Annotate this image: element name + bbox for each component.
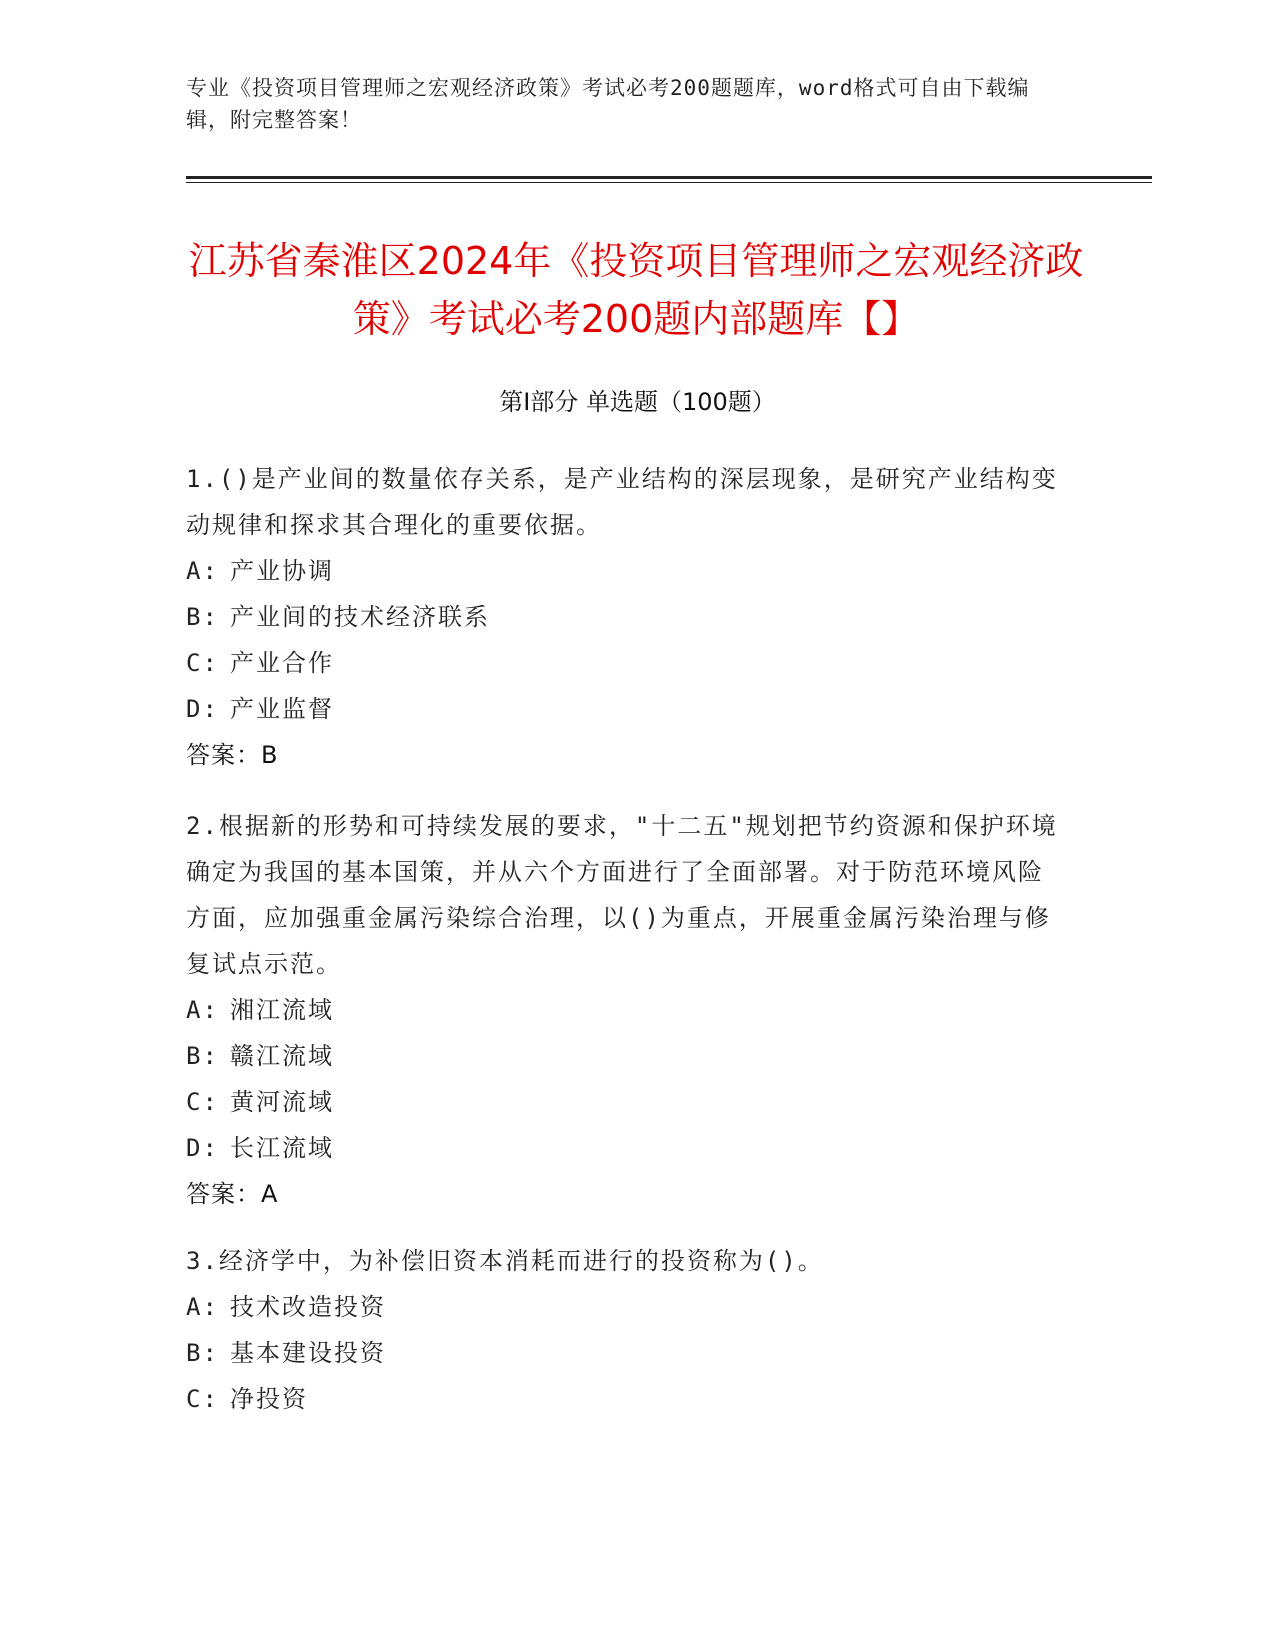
section-heading: 第Ⅰ部分 单选题（100题） (499, 388, 776, 416)
answer-line: 答案：B (186, 741, 279, 769)
option-d (186, 686, 1066, 732)
option-letter: B: (186, 1042, 219, 1070)
option-letter: A: (186, 996, 219, 1024)
header-rule-thin (186, 182, 1152, 183)
option-letter: D: (186, 1134, 219, 1162)
option-b (186, 594, 1066, 640)
option-text: 产业监督 (230, 695, 334, 723)
option-text: 产业协调 (230, 557, 334, 585)
question-stem: 1.()是产业间的数量依存关系，是产业结构的深层现象，是研究产业结构变动规律和探求其合理化的重要依据。 (186, 465, 1058, 539)
option-text: 赣江流域 (230, 1042, 334, 1070)
header-note: 专业《投资项目管理师之宏观经济政策》考试必考200题题库，word格式可自由下载编辑，附完整答案！ (186, 76, 1030, 132)
option-c (186, 640, 1066, 686)
question-2 (186, 803, 1066, 1217)
option-text: 长江流域 (230, 1134, 334, 1162)
option-c (186, 1376, 1066, 1422)
option-text: 技术改造投资 (230, 1293, 386, 1321)
option-text: 基本建设投资 (230, 1339, 386, 1367)
option-text: 湘江流域 (230, 996, 334, 1024)
option-letter: C: (186, 649, 219, 677)
question-3 (186, 1238, 1066, 1422)
question-1 (186, 456, 1066, 778)
option-a (186, 987, 1066, 1033)
option-c (186, 1079, 1066, 1125)
option-a (186, 1284, 1066, 1330)
option-text: 黄河流域 (230, 1088, 334, 1116)
option-letter: B: (186, 603, 219, 631)
answer-line: 答案：A (186, 1180, 279, 1208)
document-title: 江苏省秦淮区2024年《投资项目管理师之宏观经济政策》考试必考200题内部题库【】 (188, 239, 1084, 341)
option-letter: D: (186, 695, 219, 723)
option-letter: C: (186, 1088, 219, 1116)
question-stem: 2.根据新的形势和可持续发展的要求，"十二五"规划把节约资源和保护环境确定为我国的基本国策，并从六个方面进行了全面部署。对于防范环境风险方面，应加强重金属污染综合治理，以()为重点，开展重金属污染治理与修复试点示范。 (186, 812, 1058, 978)
option-letter: A: (186, 1293, 219, 1321)
option-letter: C: (186, 1385, 219, 1413)
option-b (186, 1033, 1066, 1079)
option-d (186, 1125, 1066, 1171)
header-rule-thick (186, 176, 1152, 179)
option-letter: B: (186, 1339, 219, 1367)
option-text: 产业合作 (230, 649, 334, 677)
option-letter: A: (186, 557, 219, 585)
question-stem: 3.经济学中，为补偿旧资本消耗而进行的投资称为()。 (186, 1247, 824, 1275)
option-a (186, 548, 1066, 594)
option-text: 净投资 (230, 1385, 308, 1413)
option-b (186, 1330, 1066, 1376)
option-text: 产业间的技术经济联系 (230, 603, 490, 631)
